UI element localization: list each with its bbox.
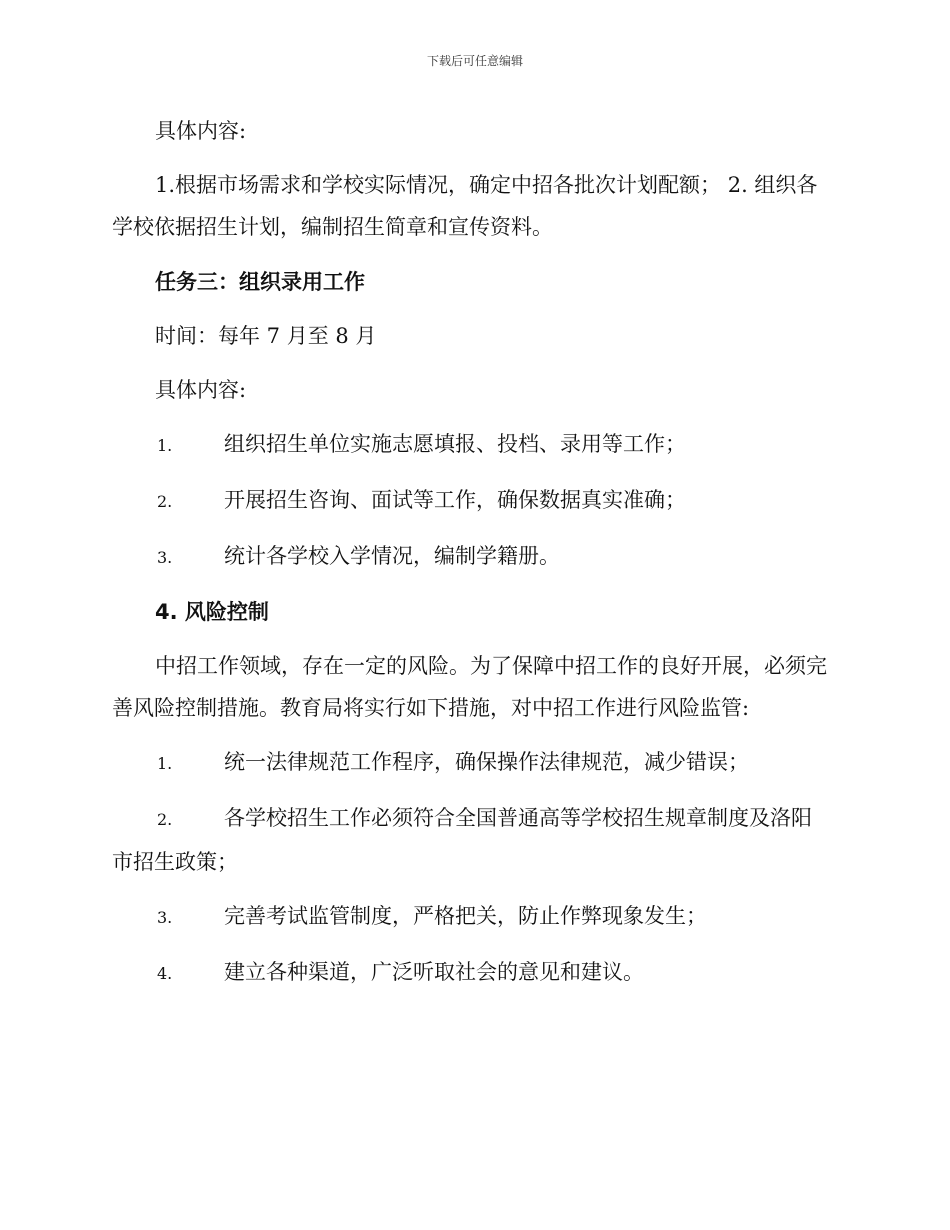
task3-heading: 任务三：组织录用工作 bbox=[155, 270, 365, 294]
document-body bbox=[112, 110, 832, 995]
list-number: 3. bbox=[157, 548, 173, 567]
list-text: 组织招生单位实施志愿填报、投档、录用等工作； bbox=[224, 432, 686, 456]
list-number: 2. bbox=[157, 810, 173, 829]
list-text: 统计各学校入学情况，编制学籍册。 bbox=[224, 544, 560, 568]
risk-intro: 中招工作领域，存在一定的风险。为了保障中招工作的良好开展，必须完善风险控制措施。教育局将实行如下措施，对中招工作进行风险监管: bbox=[112, 654, 827, 720]
page-header: 下载后可任意编辑 bbox=[426, 54, 523, 68]
task3-time: 时间：每年 7 月至 8 月 bbox=[155, 324, 377, 348]
list-text: 各学校招生工作必须符合全国普通高等学校招生规章制度及洛阳市招生政策； bbox=[112, 806, 812, 874]
list-number: 4. bbox=[157, 964, 173, 983]
list-number: 1. bbox=[157, 436, 173, 455]
list-text: 开展招生咨询、面试等工作，确保数据真实准确； bbox=[224, 488, 686, 512]
detail-label: 具体内容: bbox=[155, 378, 247, 402]
list-item bbox=[112, 423, 832, 467]
list-item bbox=[112, 741, 832, 785]
list-text: 建立各种渠道，广泛听取社会的意见和建议。 bbox=[224, 960, 644, 984]
detail-paragraph: 1.根据市场需求和学校实际情况，确定中招各批次计划配额； 2. 组织各学校依据招生计划，编制招生简章和宣传资料。 bbox=[112, 173, 818, 239]
list-text: 统一法律规范工作程序，确保操作法律规范，减少错误； bbox=[224, 750, 749, 774]
risk-heading: 4. 风险控制 bbox=[155, 600, 269, 624]
list-item bbox=[112, 951, 832, 995]
list-item bbox=[112, 895, 832, 939]
list-text: 完善考试监管制度，严格把关，防止作弊现象发生； bbox=[224, 904, 707, 928]
list-item bbox=[112, 479, 832, 523]
list-number: 3. bbox=[157, 908, 173, 927]
list-item bbox=[112, 797, 832, 883]
list-number: 2. bbox=[157, 492, 173, 511]
list-number: 1. bbox=[157, 754, 173, 773]
detail-label: 具体内容: bbox=[155, 119, 247, 143]
list-item bbox=[112, 535, 832, 579]
